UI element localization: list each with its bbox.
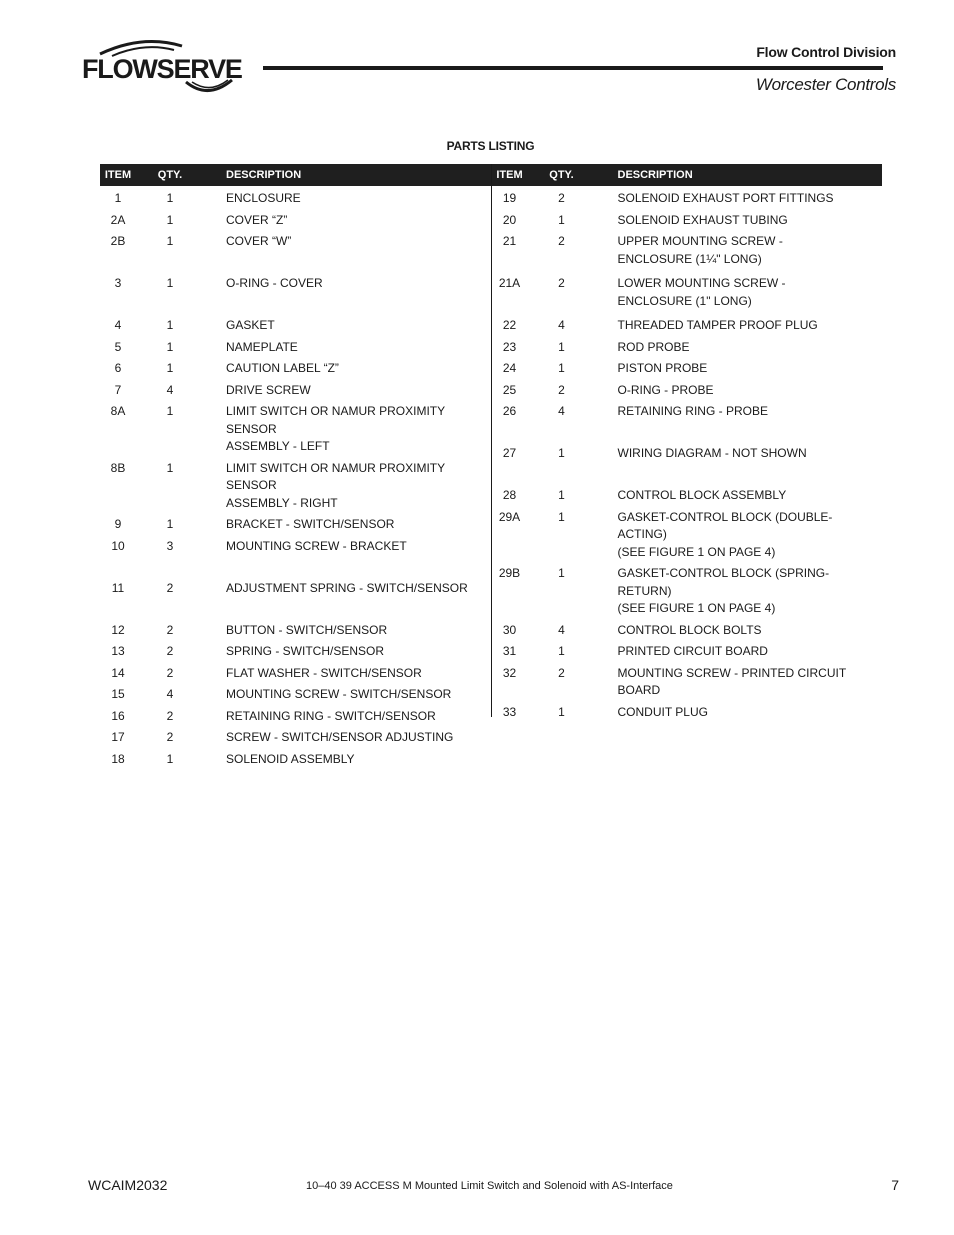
- description-line: DRIVE SCREW: [226, 382, 311, 397]
- qty-cell: 2: [166, 708, 174, 723]
- qty-cell: 1: [166, 460, 174, 475]
- description-line: WIRING DIAGRAM - NOT SHOWN: [617, 446, 807, 460]
- table-row: [492, 483, 883, 505]
- description-line: (SEE FIGURE 1 ON PAGE 4): [617, 601, 776, 615]
- description-line: PISTON PROBE: [617, 361, 708, 375]
- header-rule: [263, 66, 883, 70]
- description-line: ROD PROBE: [617, 339, 690, 354]
- qty-cell: 2: [558, 191, 565, 205]
- table-row: [492, 661, 883, 700]
- description-cell: [204, 212, 491, 230]
- header-item: ITEM: [496, 169, 523, 181]
- qty-cell: 1: [166, 212, 174, 227]
- table-row: [100, 229, 491, 271]
- item-cell: 1: [114, 191, 122, 205]
- qty-cell: 1: [558, 361, 565, 375]
- flowserve-logo: [82, 38, 242, 100]
- table-row: [492, 639, 883, 661]
- item-cell: 25: [502, 382, 517, 397]
- description-line: BRACKET - SWITCH/SENSOR: [226, 517, 395, 531]
- qty-cell: 3: [166, 538, 174, 553]
- description-line: SOLENOID EXHAUST TUBING: [617, 212, 788, 227]
- table-row: [100, 704, 491, 726]
- table-row: [492, 700, 883, 722]
- description-line: CONTROL BLOCK BOLTS: [617, 622, 762, 637]
- table-row: [492, 441, 883, 483]
- item-cell: 11: [111, 580, 125, 595]
- qty-cell: 1: [558, 446, 565, 460]
- qty-cell: 4: [558, 622, 565, 637]
- item-cell: 18: [111, 751, 125, 766]
- table-row: [492, 399, 883, 441]
- description-cell: [596, 212, 883, 230]
- doc-title: 10–40 39 ACCESS M Mounted Limit Switch and Solenoid with AS-Interface: [306, 1180, 673, 1192]
- description-line: GASKET-CONTROL BLOCK (SPRING-RETURN): [617, 566, 830, 598]
- item-cell: 10: [111, 538, 125, 553]
- table-row: [492, 229, 883, 271]
- table-row: [100, 618, 491, 640]
- page-number: 7: [891, 1177, 899, 1193]
- description-cell: [596, 565, 883, 618]
- item-cell: 15: [111, 687, 125, 701]
- description-line: MOUNTING SCREW - BRACKET: [226, 538, 407, 553]
- description-cell: [596, 487, 883, 505]
- item-cell: 12: [111, 622, 125, 637]
- description-cell: [596, 339, 883, 357]
- description-line: (SEE FIGURE 1 ON PAGE 4): [617, 544, 776, 559]
- qty-cell: 1: [558, 509, 565, 524]
- item-cell: 19: [502, 191, 517, 205]
- division-name: Flow Control Division: [756, 44, 896, 60]
- qty-cell: 1: [166, 276, 174, 290]
- table-row: [100, 534, 491, 576]
- table-header: [492, 164, 883, 186]
- qty-cell: 1: [558, 644, 565, 658]
- table-row: [100, 208, 491, 230]
- item-cell: 16: [111, 708, 125, 723]
- description-cell: [596, 665, 883, 700]
- table-row: [492, 505, 883, 562]
- description-cell: [204, 729, 491, 747]
- table-row: [100, 576, 491, 618]
- description-cell: [596, 509, 883, 562]
- table-row: [492, 313, 883, 335]
- description-line: SOLENOID ASSEMBLY: [226, 751, 355, 766]
- description-cell: [204, 643, 491, 661]
- item-cell: 33: [502, 704, 517, 719]
- item-cell: 9: [114, 517, 122, 531]
- table-row: [100, 661, 491, 683]
- description-line: ASSEMBLY - LEFT: [226, 439, 330, 453]
- table-row: [492, 271, 883, 313]
- qty-cell: 1: [166, 751, 174, 766]
- qty-cell: 4: [558, 404, 565, 418]
- description-line: MOUNTING SCREW - PRINTED CIRCUIT BOARD: [617, 665, 846, 697]
- table-row: [492, 208, 883, 230]
- description-cell: [204, 460, 491, 513]
- table-row: [100, 725, 491, 747]
- table-row: [100, 747, 491, 769]
- description-cell: [204, 317, 491, 335]
- table-row: [100, 512, 491, 534]
- table-row: [492, 561, 883, 618]
- item-cell: 30: [502, 622, 517, 637]
- parts-table-left: [100, 164, 492, 766]
- item-cell: 7: [114, 382, 122, 397]
- parts-table: [100, 164, 882, 766]
- description-line: ADJUSTMENT SPRING - SWITCH/SENSOR: [226, 580, 468, 595]
- description-cell: [596, 360, 883, 378]
- qty-cell: 1: [166, 191, 174, 205]
- description-cell: [596, 445, 883, 483]
- qty-cell: 1: [558, 212, 565, 227]
- qty-cell: 1: [166, 234, 174, 248]
- qty-cell: 4: [558, 318, 565, 332]
- item-cell: 20: [502, 212, 517, 227]
- description-cell: [596, 233, 883, 271]
- item-cell: 28: [502, 488, 517, 502]
- qty-cell: 1: [558, 339, 565, 354]
- description-line: NAMEPLATE: [226, 339, 298, 354]
- table-row: [492, 335, 883, 357]
- description-cell: [596, 317, 883, 335]
- qty-cell: 2: [166, 580, 174, 595]
- qty-cell: 2: [558, 276, 565, 290]
- description-cell: [204, 382, 491, 400]
- header-description: DESCRIPTION: [617, 169, 693, 181]
- item-cell: 23: [502, 339, 517, 354]
- description-line: ENCLOSURE: [226, 191, 301, 205]
- description-cell: [204, 403, 491, 456]
- table-row: [100, 271, 491, 313]
- table-row: [100, 639, 491, 661]
- qty-cell: 1: [166, 339, 174, 354]
- description-line: COVER “Z”: [226, 212, 288, 227]
- description-line: CONTROL BLOCK ASSEMBLY: [617, 488, 787, 502]
- description-cell: [204, 538, 491, 576]
- item-cell: 21A: [498, 276, 521, 290]
- item-cell: 5: [114, 339, 122, 354]
- table-row: [492, 356, 883, 378]
- qty-cell: 4: [166, 687, 174, 701]
- table-row: [492, 618, 883, 640]
- description-line: LIMIT SWITCH OR NAMUR PROXIMITY SENSOR: [226, 404, 445, 436]
- item-cell: 29B: [498, 566, 521, 580]
- description-line: MOUNTING SCREW - SWITCH/SENSOR: [226, 687, 452, 701]
- qty-cell: 4: [166, 382, 174, 397]
- table-header: [100, 164, 491, 186]
- header-qty: QTY.: [157, 169, 183, 181]
- qty-cell: 2: [558, 234, 565, 248]
- description-cell: [204, 708, 491, 726]
- item-cell: 2A: [110, 212, 126, 227]
- description-line: ENCLOSURE (1¼" LONG): [617, 251, 762, 266]
- qty-cell: 1: [558, 566, 565, 580]
- header-item: ITEM: [104, 169, 132, 181]
- header-description: DESCRIPTION: [226, 169, 302, 181]
- item-cell: 2B: [110, 234, 126, 248]
- description-line: PRINTED CIRCUIT BOARD: [617, 644, 768, 658]
- description-line: SCREW - SWITCH/SENSOR ADJUSTING: [226, 730, 454, 744]
- description-line: COVER “W”: [226, 234, 292, 248]
- table-row: [100, 456, 491, 513]
- item-cell: 22: [502, 318, 517, 332]
- qty-cell: 1: [166, 361, 174, 375]
- description-line: RETAINING RING - SWITCH/SENSOR: [226, 708, 436, 723]
- qty-cell: 2: [166, 644, 174, 658]
- description-line: CONDUIT PLUG: [617, 704, 708, 719]
- description-cell: [596, 190, 883, 208]
- item-cell: 6: [114, 361, 122, 375]
- description-cell: [596, 382, 883, 400]
- qty-cell: 1: [166, 517, 174, 531]
- table-row: [100, 356, 491, 378]
- description-line: THREADED TAMPER PROOF PLUG: [617, 318, 818, 332]
- item-cell: 13: [111, 644, 125, 658]
- qty-cell: 2: [558, 382, 565, 397]
- table-body-left: [100, 186, 491, 768]
- table-row: [100, 399, 491, 456]
- description-line: CAUTION LABEL “Z”: [226, 361, 339, 375]
- table-row: [100, 186, 491, 208]
- description-line: O-RING - PROBE: [617, 382, 714, 397]
- description-cell: [596, 704, 883, 722]
- table-row: [100, 682, 491, 704]
- description-cell: [204, 580, 491, 618]
- qty-cell: 2: [166, 665, 174, 680]
- description-line: UPPER MOUNTING SCREW -: [617, 234, 783, 248]
- table-row: [492, 378, 883, 400]
- description-line: SOLENOID EXHAUST PORT FITTINGS: [617, 191, 834, 205]
- item-cell: 24: [502, 361, 517, 375]
- section-title: PARTS LISTING: [446, 139, 535, 153]
- item-cell: 8A: [110, 404, 126, 418]
- item-cell: 14: [111, 665, 125, 680]
- table-row: [492, 186, 883, 208]
- qty-cell: 1: [558, 704, 565, 719]
- table-row: [100, 335, 491, 357]
- qty-cell: 1: [166, 318, 174, 332]
- item-cell: 31: [502, 644, 517, 658]
- description-line: LIMIT SWITCH OR NAMUR PROXIMITY SENSOR: [226, 460, 445, 492]
- item-cell: 4: [114, 318, 122, 332]
- brand-name: Worcester Controls: [755, 75, 896, 94]
- description-cell: [204, 622, 491, 640]
- item-cell: 32: [502, 665, 517, 680]
- qty-cell: 1: [166, 404, 174, 418]
- description-cell: [204, 665, 491, 683]
- description-line: LOWER MOUNTING SCREW -: [617, 276, 786, 290]
- description-cell: [204, 339, 491, 357]
- qty-cell: 1: [558, 488, 565, 502]
- item-cell: 27: [502, 446, 517, 460]
- item-cell: 3: [114, 276, 122, 290]
- description-cell: [204, 190, 491, 208]
- description-cell: [204, 751, 491, 769]
- item-cell: 21: [502, 234, 517, 248]
- description-cell: [204, 360, 491, 378]
- qty-cell: 2: [166, 730, 174, 744]
- description-line: GASKET-CONTROL BLOCK (DOUBLE-ACTING): [617, 509, 833, 541]
- doc-number: WCAIM2032: [88, 1177, 168, 1193]
- description-cell: [204, 686, 491, 704]
- description-cell: [204, 233, 491, 271]
- table-row: [100, 313, 491, 335]
- description-line: FLAT WASHER - SWITCH/SENSOR: [226, 665, 422, 680]
- item-cell: 17: [111, 730, 125, 744]
- description-cell: [596, 275, 883, 313]
- description-line: GASKET: [226, 318, 275, 332]
- description-line: ASSEMBLY - RIGHT: [226, 495, 338, 510]
- logo-wordmark: FLOWSERVE: [82, 54, 242, 84]
- parts-table-right: [492, 164, 883, 721]
- item-cell: 8B: [110, 460, 126, 475]
- description-cell: [596, 403, 883, 441]
- description-cell: [596, 643, 883, 661]
- table-row: [100, 378, 491, 400]
- description-cell: [596, 622, 883, 640]
- item-cell: 29A: [498, 509, 521, 524]
- qty-cell: 2: [166, 622, 174, 637]
- description-line: O-RING - COVER: [226, 276, 323, 290]
- description-cell: [204, 275, 491, 313]
- description-cell: [204, 516, 491, 534]
- description-line: BUTTON - SWITCH/SENSOR: [226, 622, 388, 637]
- description-line: SPRING - SWITCH/SENSOR: [226, 644, 385, 658]
- description-line: ENCLOSURE (1" LONG): [617, 293, 752, 308]
- item-cell: 26: [502, 404, 517, 418]
- qty-cell: 2: [558, 665, 565, 680]
- header-qty: QTY.: [549, 169, 574, 181]
- description-line: RETAINING RING - PROBE: [617, 404, 768, 418]
- table-body-right: [492, 186, 883, 721]
